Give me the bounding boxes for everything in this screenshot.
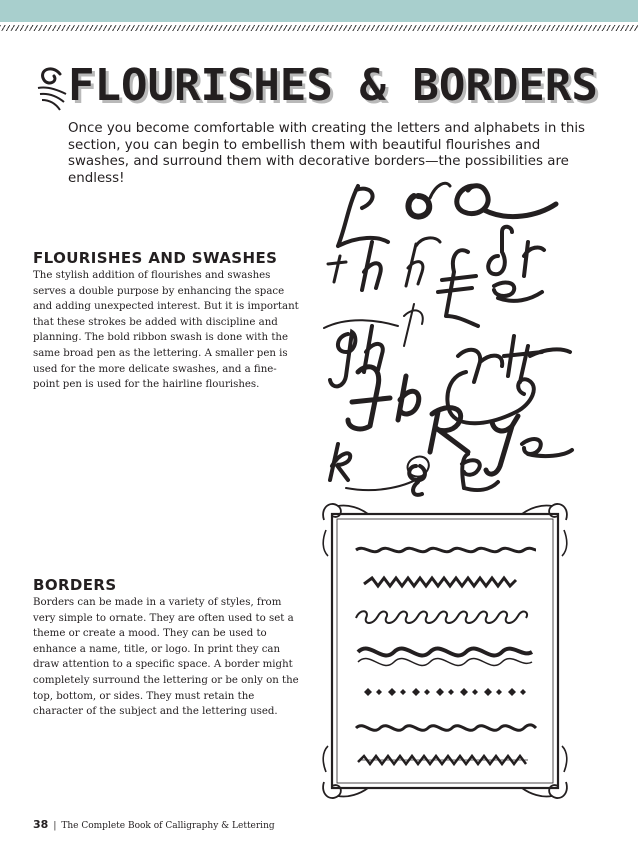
page-footer	[33, 818, 275, 831]
section-heading-flourishes: FLOURISHES AND SWASHES	[33, 249, 278, 267]
page-number: 38	[33, 818, 49, 831]
section-body-borders: Borders can be made in a variety of styles, from very simple to ornate. They are often used to set a theme or create a mood. They can be used to enhance a name, title, or logo. In print they can draw attention to a specific space. A border might completely surround the lettering or be only on the top, bottom, or sides. They must retain the character of the subject and the lettering used.	[33, 597, 299, 718]
top-color-band	[0, 0, 638, 22]
ornate-border-frame-artwork	[320, 500, 570, 802]
section-heading-borders: BORDERS	[33, 576, 117, 594]
flourished-letters-artwork	[318, 176, 580, 498]
book-title: The Complete Book of Calligraphy & Lettering	[61, 821, 275, 831]
page-title: FLOURISHES & BORDERS	[68, 60, 598, 111]
intro-paragraph: Once you become comfortable with creating the letters and alphabets in this section, you can begin to embellish them with beautiful flourishes and swashes, and surround them with decorative borders—the possibilities are endless!	[68, 121, 586, 186]
swirl-ornament-icon	[34, 60, 68, 116]
footer-separator: |	[53, 821, 57, 831]
section-body-flourishes: The stylish addition of flourishes and swashes serves a double purpose by enhancing the space and adding unexpected interest. But it is important that these strokes be added with discipline and planning. The bold ribbon swash is done with the same broad pen as the lettering. A smaller pen is used for the more delicate swashes, and a fine-point pen is used for the hairline flourishes.	[33, 270, 299, 391]
hatched-rule	[0, 25, 638, 31]
